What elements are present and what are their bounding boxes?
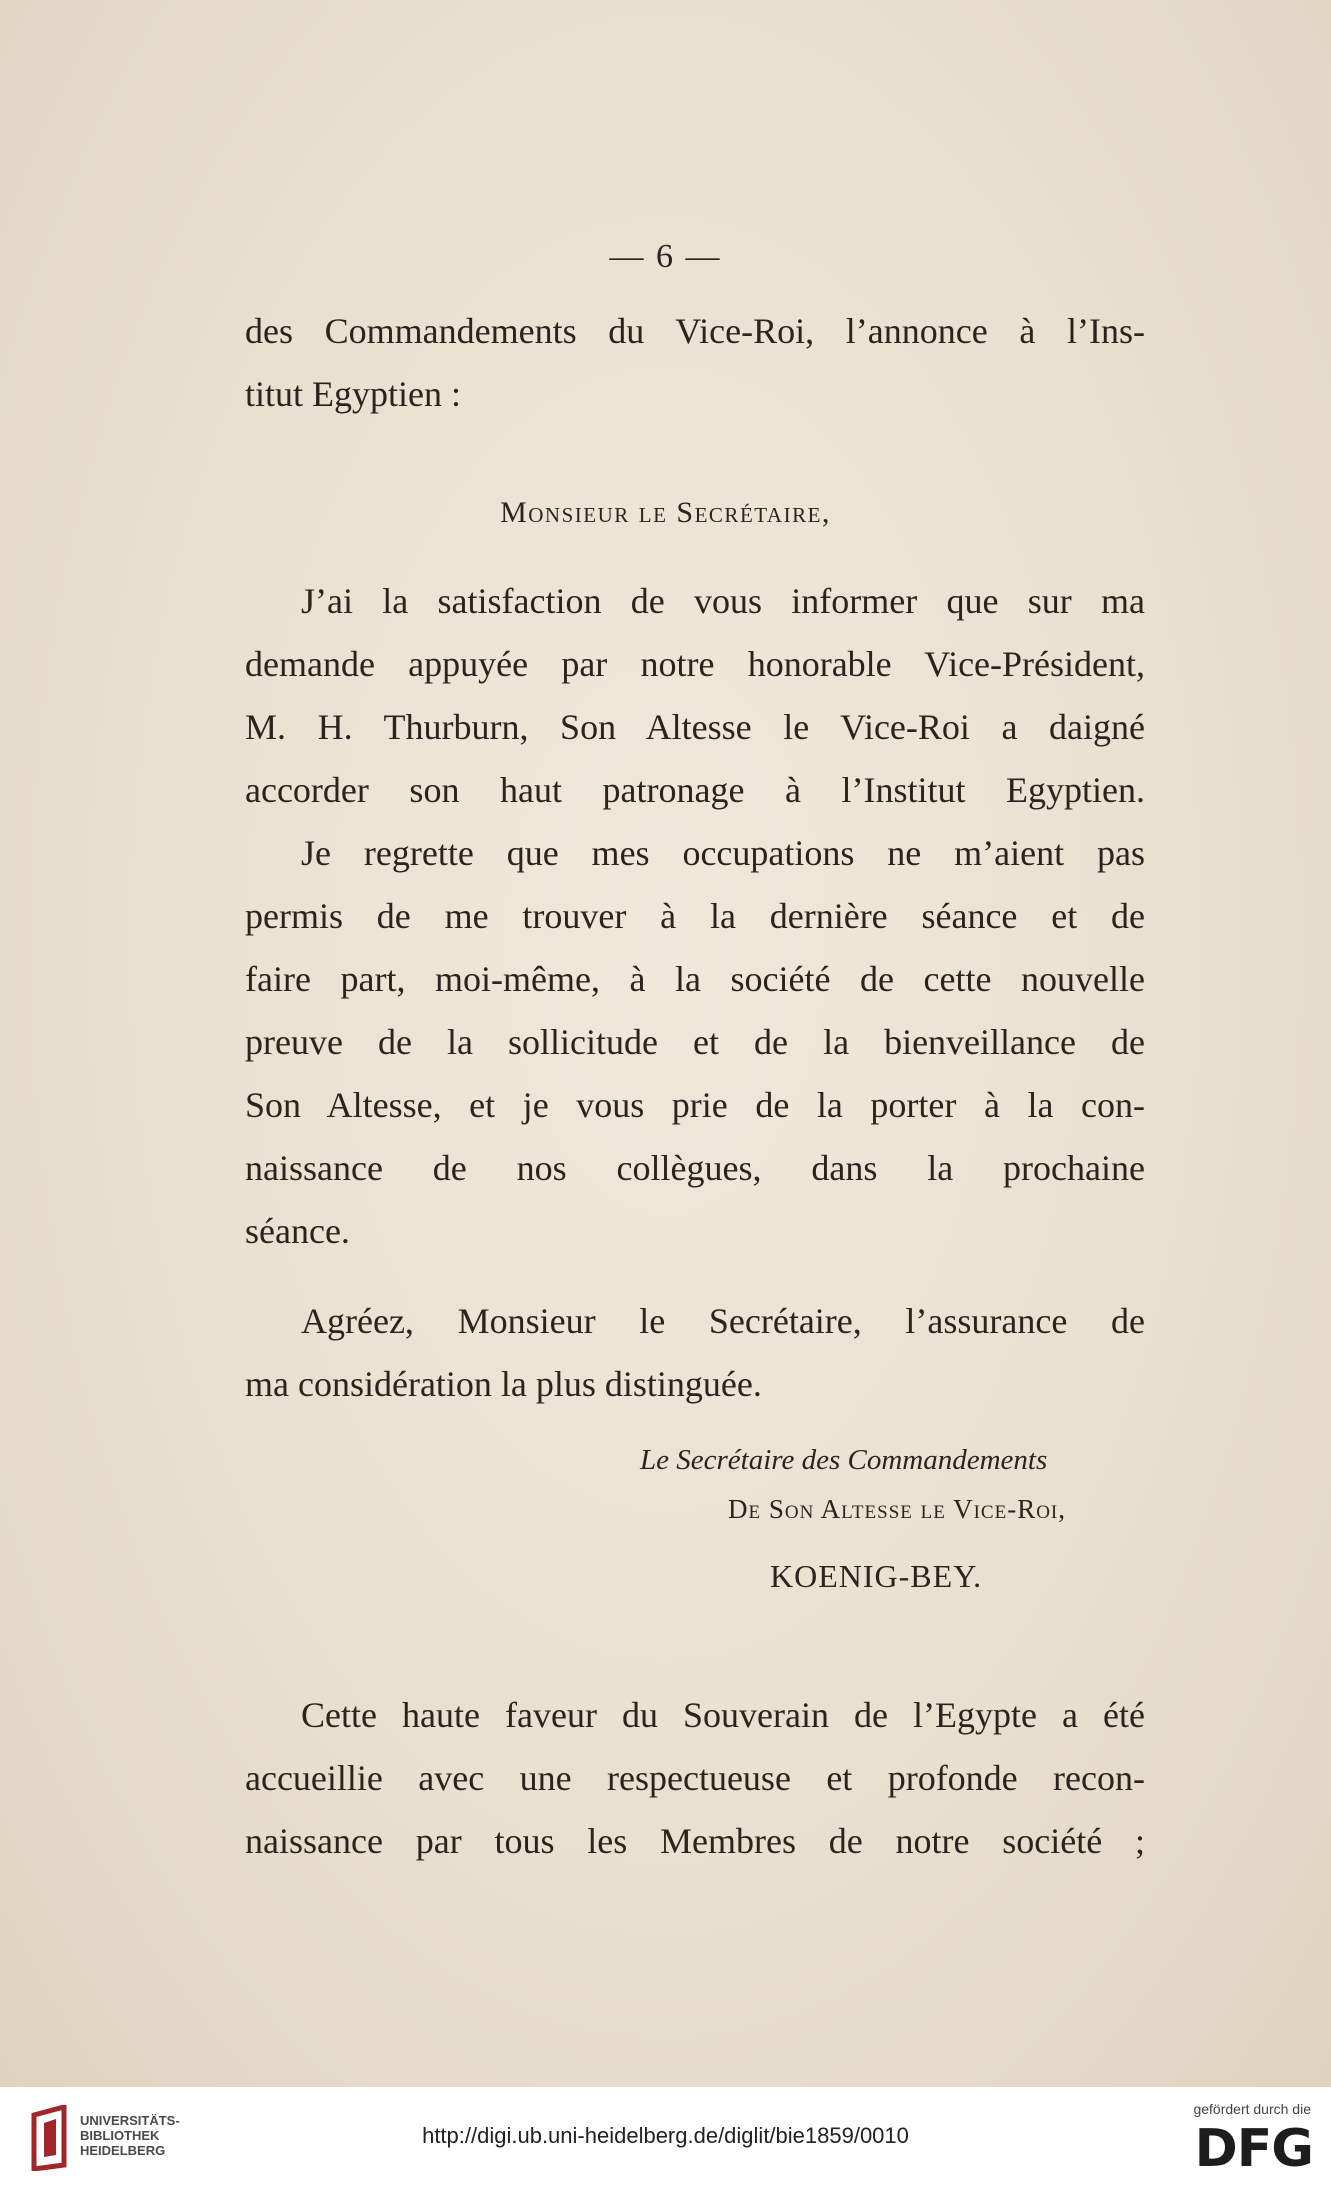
library-name-line: HEIDELBERG — [80, 2143, 166, 2158]
letter-paragraph-3 — [245, 1290, 1145, 1416]
text-line: Je regrette que mes occupations ne m’aient pas — [301, 833, 1145, 873]
text-line: accueillie avec une respectueuse et profonde recon- — [245, 1758, 1145, 1798]
text-line: titut Egyptien : — [245, 374, 461, 414]
signature-title: Le Secrétaire des Commandements — [640, 1444, 1048, 1476]
text-line: permis de me trouver à la dernière séance et de — [245, 896, 1145, 936]
text-line: Cette haute faveur du Souverain de l’Egypte a été — [301, 1695, 1145, 1735]
text-line: accorder son haut patronage à l’Institut Egyptien. — [245, 770, 1145, 810]
opening-text — [245, 300, 1145, 426]
text-line: séance. — [245, 1211, 350, 1251]
funding-label: gefördert durch die — [1193, 2101, 1311, 2117]
text-line: ma considération la plus distinguée. — [245, 1364, 762, 1404]
text-line: J’ai la satisfaction de vous informer que sur ma — [301, 581, 1145, 621]
text-line: preuve de la sollicitude et de la bienveillance de — [245, 1022, 1145, 1062]
closing-paragraph — [245, 1684, 1145, 1873]
text-line: demande appuyée par notre honorable Vice-Président, — [245, 644, 1145, 684]
source-url-link[interactable]: http://digi.ub.uni-heidelberg.de/diglit/bie1859/0010 — [422, 2123, 909, 2148]
letter-paragraph-2 — [245, 822, 1145, 1263]
text-line: Son Altesse, et je vous prie de la porter à la con- — [245, 1085, 1145, 1125]
library-name-line: BIBLIOTHEK — [80, 2128, 160, 2143]
footer-bar — [0, 2087, 1331, 2187]
text-line: naissance par tous les Membres de notre société ; — [245, 1821, 1145, 1861]
dfg-logo: DFG — [1194, 2119, 1313, 2179]
signature-subtitle: De Son Altesse le Vice-Roi, — [728, 1494, 1067, 1524]
letter-salutation: Monsieur le Secrétaire, — [500, 496, 831, 529]
letter-paragraph-1 — [245, 570, 1145, 822]
page-number: — 6 — — [609, 238, 722, 275]
library-name-line: UNIVERSITÄTS- — [80, 2113, 180, 2128]
text-line: M. H. Thurburn, Son Altesse le Vice-Roi a daigné — [245, 707, 1145, 747]
text-line: naissance de nos collègues, dans la prochaine — [245, 1148, 1145, 1188]
text-line: faire part, moi-même, à la société de cette nouvelle — [245, 959, 1145, 999]
text-line: des Commandements du Vice-Roi, l’annonce à l’Ins- — [245, 311, 1145, 351]
text-line: Agréez, Monsieur le Secrétaire, l’assurance de — [301, 1301, 1145, 1341]
signature-name: KOENIG-BEY. — [770, 1558, 983, 1594]
